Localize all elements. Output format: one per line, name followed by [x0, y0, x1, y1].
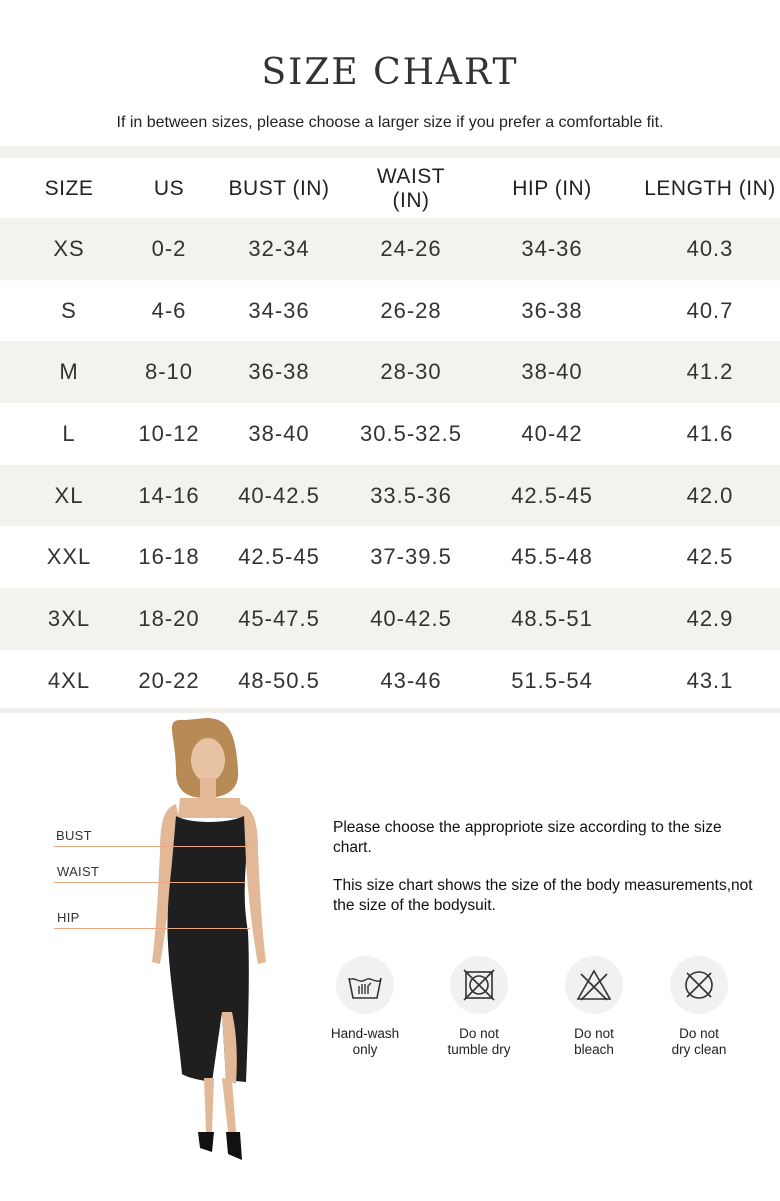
table-row: [0, 526, 780, 588]
hip-cell: 51.5-54: [511, 667, 593, 693]
model-neck: [200, 778, 216, 798]
table-row: [0, 280, 780, 342]
us-cell: 14-16: [138, 482, 200, 508]
model-shoe: [198, 1132, 214, 1152]
length-cell: 41.6: [686, 420, 734, 446]
bust-cell: 42.5-45: [238, 544, 320, 570]
note-line-1: Please choose the appropriote size according to the size chart.: [333, 819, 722, 856]
size-cell: 3XL: [47, 605, 91, 631]
size-table: [0, 160, 780, 712]
care-tumble-dry: [419, 956, 539, 1058]
size-cell: L: [62, 420, 76, 446]
model-face: [191, 738, 225, 782]
header-size: SIZE: [44, 177, 94, 200]
size-cell: S: [61, 297, 77, 323]
care-label: Do not tumble dry: [447, 1026, 511, 1057]
bust-cell: 36-38: [248, 359, 310, 385]
table-row: [0, 218, 780, 280]
us-cell: 20-22: [138, 667, 200, 693]
waist-cell: 28-30: [380, 359, 442, 385]
model-lower-leg: [204, 1078, 214, 1132]
model-chest: [178, 798, 242, 818]
header-length: LENGTH (IN): [644, 177, 776, 200]
fit-notes: [333, 818, 753, 934]
care-bleach: [534, 956, 654, 1058]
model-dress: [167, 816, 248, 1082]
header-waist: WAIST (IN): [376, 165, 446, 212]
waist-cell: 40-42.5: [370, 605, 452, 631]
hip-cell: 40-42: [521, 420, 583, 446]
hip-cell: 45.5-48: [511, 544, 593, 570]
us-cell: 10-12: [138, 420, 200, 446]
hip-label: HIP: [57, 910, 80, 925]
hand-wash-icon: [345, 968, 385, 1002]
bust-cell: 34-36: [248, 297, 310, 323]
us-cell: 16-18: [138, 544, 200, 570]
length-cell: 42.0: [686, 482, 734, 508]
care-label: Do not dry clean: [671, 1026, 727, 1057]
length-cell: 43.1: [686, 667, 734, 693]
table-row: [0, 650, 780, 712]
hip-cell: 38-40: [521, 359, 583, 385]
table-row: [0, 341, 780, 403]
length-cell: 40.3: [686, 235, 734, 261]
bust-cell: 45-47.5: [238, 605, 320, 631]
hip-cell: 42.5-45: [511, 482, 593, 508]
care-dry-clean: [639, 956, 759, 1058]
model-shoe-2: [226, 1132, 242, 1160]
header-hip: HIP (IN): [512, 177, 592, 200]
bust-cell: 32-34: [248, 235, 310, 261]
table-header: [0, 160, 780, 218]
size-cell: XL: [54, 482, 84, 508]
bust-cell: 38-40: [248, 420, 310, 446]
do-not-tumble-dry-icon: [462, 968, 496, 1002]
hip-cell: 36-38: [521, 297, 583, 323]
size-cell: XXL: [46, 544, 92, 570]
header-us: US: [153, 177, 185, 200]
waist-cell: 43-46: [380, 667, 442, 693]
waist-cell: 26-28: [380, 297, 442, 323]
model-illustration: [0, 712, 330, 1196]
do-not-dry-clean-icon: [681, 967, 717, 1003]
us-cell: 4-6: [151, 297, 187, 323]
waist-cell: 30.5-32.5: [360, 420, 462, 446]
care-label: Hand-wash only: [330, 1026, 400, 1057]
length-cell: 42.5: [686, 544, 734, 570]
size-cell: XS: [53, 235, 85, 261]
note-line-2: This size chart shows the size of the body measurements,not the size of the bodysuit.: [333, 877, 753, 914]
care-hand-wash: [305, 956, 425, 1058]
length-cell: 42.9: [686, 605, 734, 631]
header-bust: BUST (IN): [228, 177, 330, 200]
hip-line: [54, 928, 250, 929]
us-cell: 18-20: [138, 605, 200, 631]
top-band: [0, 146, 780, 158]
waist-line: [54, 882, 246, 883]
model-lower-leg-2: [222, 1078, 236, 1132]
hip-cell: 48.5-51: [511, 605, 593, 631]
page-subtitle: If in between sizes, please choose a larger size if you prefer a comfortable fit.: [116, 114, 664, 131]
length-cell: 41.2: [686, 359, 734, 385]
length-cell: 40.7: [686, 297, 734, 323]
table-row: [0, 588, 780, 650]
waist-cell: 33.5-36: [370, 482, 452, 508]
waist-cell: 24-26: [380, 235, 442, 261]
size-cell: M: [59, 359, 79, 385]
bust-cell: 48-50.5: [238, 667, 320, 693]
hip-cell: 34-36: [521, 235, 583, 261]
bust-cell: 40-42.5: [238, 482, 320, 508]
bust-label: BUST: [56, 828, 92, 843]
table-row: [0, 403, 780, 465]
page-title: SIZE CHART: [261, 52, 519, 93]
waist-label: WAIST: [57, 864, 100, 879]
do-not-bleach-icon: [575, 968, 613, 1002]
us-cell: 0-2: [151, 235, 187, 261]
bust-line: [54, 846, 250, 847]
size-cell: 4XL: [47, 667, 91, 693]
us-cell: 8-10: [144, 359, 194, 385]
care-label: Do not bleach: [574, 1026, 614, 1057]
model-figure: [0, 712, 330, 1196]
table-row: [0, 465, 780, 527]
waist-cell: 37-39.5: [370, 544, 452, 570]
